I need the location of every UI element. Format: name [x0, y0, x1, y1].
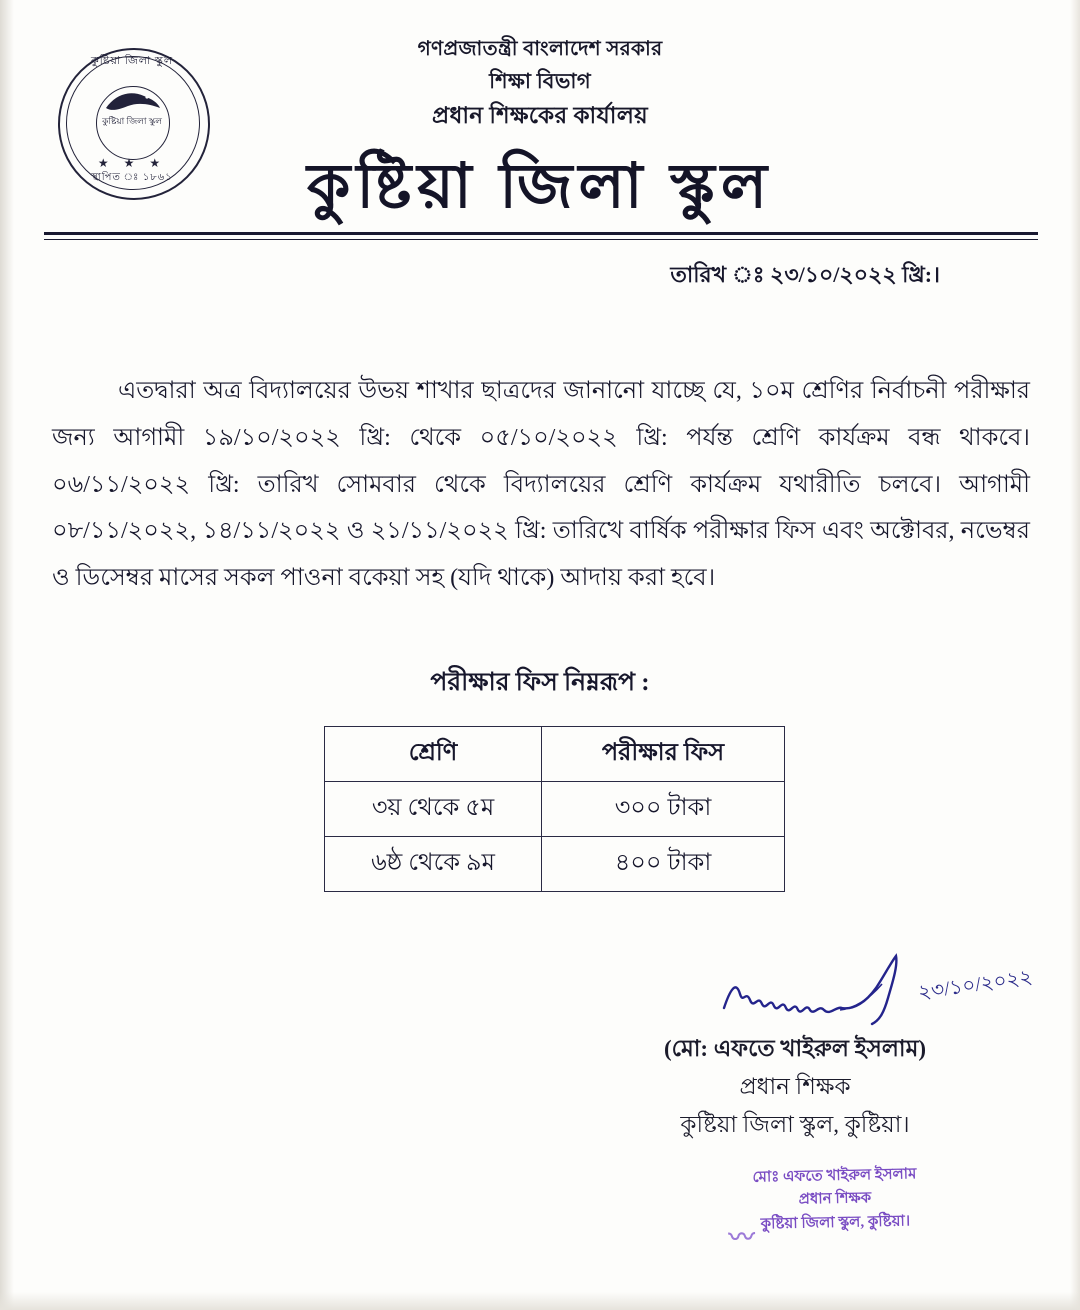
- seal-stars: ★ ★ ★: [97, 156, 167, 170]
- office-line: প্রধান শিক্ষকের কার্যালয়: [431, 102, 649, 128]
- seal-center-text: কুষ্টিয়া জিলা স্কুল: [102, 116, 162, 126]
- divider-thick-line: [44, 232, 1038, 235]
- date-line: তারিখ ঃ ২৩/১০/২০২২ খ্রি:।: [670, 262, 940, 287]
- table-header-row: [325, 727, 785, 782]
- stamp-smudge: 〰: [728, 1223, 756, 1253]
- cell-class: ৬ষ্ঠ থেকে ৯ম: [325, 837, 542, 892]
- cell-fee: ৪০০ টাকা: [542, 837, 785, 892]
- handwritten-date: ২৩/১০/২০২২: [916, 966, 1034, 1004]
- signer-title: প্রধান শিক্ষক: [739, 1074, 851, 1099]
- government-line: গণপ্রজাতন্ত্রী বাংলাদেশ সরকার: [417, 38, 663, 60]
- stamp-line-school: কুষ্টিয়া জিলা স্কুল, কুষ্টিয়া।: [760, 1212, 911, 1233]
- seal-top-text: কুষ্টিয়া জিলা স্কুল: [90, 55, 174, 67]
- school-name-title: কুষ্টিয়া জিলা স্কুল: [306, 153, 774, 222]
- column-header-class: শ্রেণি: [325, 727, 542, 782]
- header-divider: [44, 232, 1038, 240]
- department-line: শিক্ষা বিভাগ: [489, 69, 591, 93]
- official-stamp: [709, 1152, 961, 1251]
- divider-thin-line: [44, 239, 1038, 240]
- fee-table: [324, 726, 785, 892]
- seal-bottom-text: স্থাপিত ঃ ১৮৬১: [91, 172, 173, 183]
- table-row: [325, 782, 785, 837]
- letterhead: [0, 34, 1080, 242]
- notice-body-text: এতদ্বারা অত্র বিদ্যালয়ের উভয় শাখার ছাত্রদের জানানো যাচ্ছে যে, ১০ম শ্রেণির নির্বাচনী পরীক্ষার জন্য আগামী ১৯/১০/২০২২ খ্রি: থেকে ০৫/১০/২০২২ খ্রি: পর্যন্ত শ্রেণি কার্যক্রম বন্ধ থাকবে। ০৬/১১/২০২২ খ্রি: তারিখ সোমবার থেকে বিদ্যালয়ের শ্রেণি কার্যক্রম যথারীতি চলবে। আগামী ০৮/১১/২০২২, ১৪/১১/২০২২ ও ২১/১১/২০২২ খ্রি: তারিখে বার্ষিক পরীক্ষার ফিস এবং অক্টোবর, নভেম্বর ও ডিসেম্বর মাসের সকল পাওনা বকেয়া সহ (যদি থাকে) আদায় করা হবে।: [52, 378, 1030, 592]
- signer-school: কুষ্টিয়া জিলা স্কুল, কুষ্টিয়া।: [680, 1112, 910, 1137]
- notice-body: [52, 368, 1030, 602]
- signer-name: (মো: এফতে খাইরুল ইসলাম): [663, 1036, 927, 1061]
- cell-class: ৩য় থেকে ৫ম: [325, 782, 542, 837]
- stamp-line-name: মোঃ এফতে খাইরুল ইসলাম: [752, 1166, 917, 1186]
- column-header-fee: পরীক্ষার ফিস: [542, 727, 785, 782]
- fee-table-heading: পরীক্ষার ফিস নিম্নরূপ :: [430, 669, 650, 696]
- table-row: [325, 837, 785, 892]
- cell-fee: ৩০০ টাকা: [542, 782, 785, 837]
- scan-edge-bottom: [0, 1292, 1080, 1310]
- stamp-line-title: প্রধান শিক্ষক: [798, 1190, 872, 1209]
